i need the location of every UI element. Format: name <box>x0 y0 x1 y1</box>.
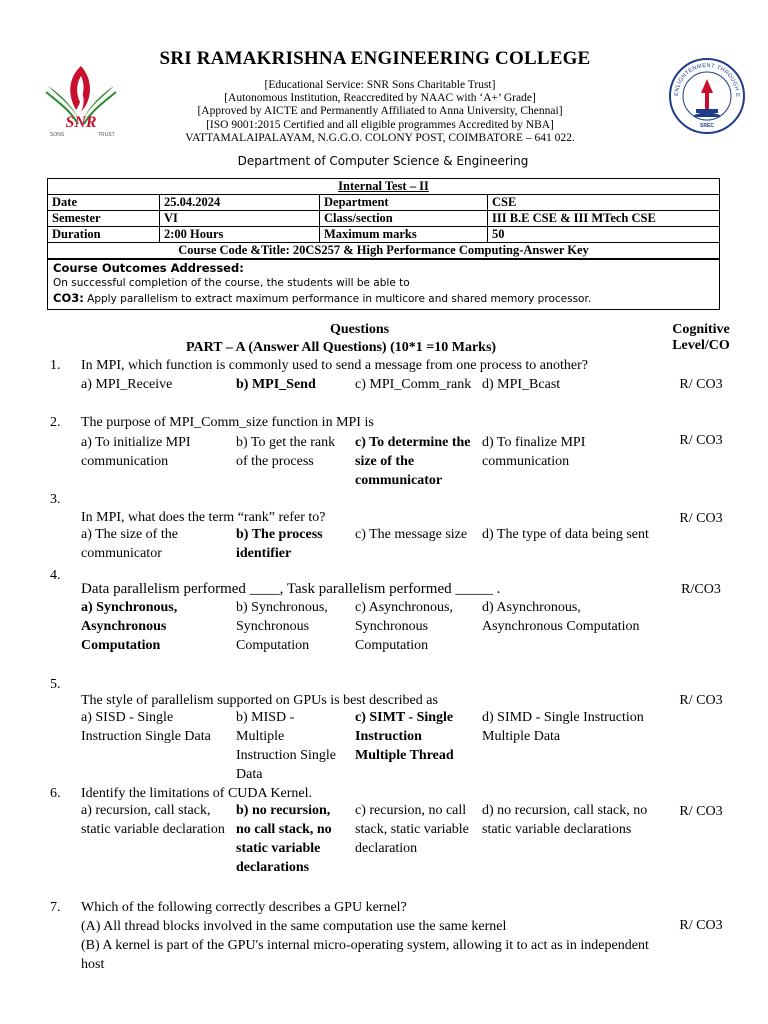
marks-label: Maximum marks <box>320 227 488 243</box>
college-seal <box>666 57 748 135</box>
seal-text: ENLIGHTENMENT THROUGH E <box>673 62 741 98</box>
option-a: a) recursion, call stack, static variable declaration <box>81 803 225 837</box>
cognitive-heading-line2: Level/CO <box>672 338 730 353</box>
question-text: In MPI, which function is commonly used to send a message from one process to another? <box>81 358 589 373</box>
option-d: d) MPI_Bcast <box>482 377 561 392</box>
option-c: c) recursion, no call stack, static variable declaration <box>355 803 469 856</box>
questions-heading: Questions <box>330 322 390 337</box>
exam-title: Internal Test – II <box>338 179 429 193</box>
option-c-correct: c) To determine the size of the communicator <box>355 435 471 488</box>
option-a-correct: a) Synchronous, Asynchronous Computation <box>81 600 178 653</box>
header-line: [ISO 9001:2015 Certified and all eligible programmes Accredited by NBA] <box>206 118 554 131</box>
class-value: III B.E CSE & III MTech CSE <box>488 211 720 227</box>
college-name: SRI RAMAKRISHNA ENGINEERING COLLEGE <box>159 48 591 69</box>
cognitive-heading <box>664 322 738 354</box>
option-b-correct: b) The process identifier <box>236 527 323 561</box>
option-b: b) To get the rank of the process <box>236 435 336 469</box>
date-value: 25.04.2024 <box>160 195 320 211</box>
date-label: Date <box>48 195 160 211</box>
option-b-correct: b) MPI_Send <box>236 377 316 392</box>
cognitive-heading-line1: Cognitive <box>672 322 730 337</box>
cognitive-level: R/ CO3 <box>679 693 723 708</box>
co3-text: Apply parallelism to extract maximum performance in multicore and shared memory processor. <box>83 293 592 305</box>
exam-info-table <box>47 178 720 259</box>
question-text: The style of parallelism supported on GPUs is best described as <box>81 693 438 708</box>
class-label: Class/section <box>320 211 488 227</box>
question-text: The purpose of MPI_Comm_size function in MPI is <box>81 415 374 430</box>
option-d: d) no recursion, call stack, no static variable declarations <box>482 803 648 837</box>
duration-label: Duration <box>48 227 160 243</box>
header-line: [Approved by AICTE and Permanently Affiliated to Anna University, Chennai] <box>197 105 563 118</box>
department-title: Department of Computer Science & Engineering <box>237 154 529 168</box>
question-number: 4. <box>50 568 61 583</box>
marks-value: 50 <box>488 227 720 243</box>
cognitive-level: R/ CO3 <box>679 511 723 526</box>
cognitive-level: R/ CO3 <box>679 918 723 933</box>
question-number: 7. <box>50 900 61 915</box>
department-value: CSE <box>488 195 720 211</box>
logo-text: SNR <box>65 114 97 131</box>
option-a: a) SISD - Single Instruction Single Data <box>81 710 211 744</box>
cognitive-level: R/ CO3 <box>679 804 723 819</box>
question-number: 1. <box>50 358 61 373</box>
question-number: 2. <box>50 415 61 430</box>
option-d: d) To finalize MPI communication <box>482 435 586 469</box>
option-d: d) SIMD - Single Instruction Multiple Data <box>482 710 644 744</box>
department-label: Department <box>320 195 488 211</box>
option-d: d) The type of data being sent <box>482 527 649 542</box>
option-c: c) MPI_Comm_rank <box>355 377 472 392</box>
option-a: a) MPI_Receive <box>81 377 173 392</box>
option-c: c) Asynchronous, Synchronous Computation <box>355 600 453 653</box>
snr-logo <box>40 58 122 138</box>
option-b: (B) A kernel is part of the GPU's internal micro-operating system, allowing it to act as in independent host <box>81 938 649 972</box>
option-b: b) MISD - Multiple Instruction Single Data <box>236 710 336 782</box>
cognitive-level: R/ CO3 <box>679 433 723 448</box>
co3-label: CO3: <box>53 291 84 305</box>
question-text: Identify the limitations of CUDA Kernel. <box>81 786 312 801</box>
question-text: In MPI, what does the term “rank” refer to? <box>81 510 326 525</box>
course-outcomes <box>47 259 720 310</box>
semester-label: Semester <box>48 211 160 227</box>
header-line: [Autonomous Institution, Reaccredited by NAAC with ‘A+’ Grade] <box>224 92 536 105</box>
question-number: 6. <box>50 786 61 801</box>
header-line: VATTAMALAIPALAYAM, N.G.G.O. COLONY POST, COIMBATORE – 641 022. <box>185 131 575 144</box>
option-d: d) Asynchronous, Asynchronous Computation <box>482 600 640 634</box>
option-c-correct: c) SIMT - Single Instruction Multiple Thread <box>355 710 454 763</box>
question-text: Data parallelism performed ____, Task parallelism performed _____ . <box>81 581 501 597</box>
question-number: 5. <box>50 677 61 692</box>
duration-value: 2:00 Hours <box>160 227 320 243</box>
part-a-heading: PART – A (Answer All Questions) (10*1 =10 Marks) <box>186 340 497 355</box>
seal-bottom-text: SREC <box>700 123 714 129</box>
logo-sub-left: SONS <box>50 132 65 138</box>
header-line: [Educational Service: SNR Sons Charitable Trust] <box>264 79 496 91</box>
option-b-correct: b) no recursion, no call stack, no static variable declarations <box>236 803 332 875</box>
cognitive-level: R/CO3 <box>681 582 721 597</box>
question-text: Which of the following correctly describes a GPU kernel? <box>81 900 407 915</box>
outcomes-intro: On successful completion of the course, the students will be able to <box>53 277 410 289</box>
option-a: a) To initialize MPI communication <box>81 435 191 469</box>
option-a: a) The size of the communicator <box>81 527 178 561</box>
outcomes-heading: Course Outcomes Addressed: <box>53 261 244 275</box>
option-b: b) Synchronous, Synchronous Computation <box>236 600 328 653</box>
question-number: 3. <box>50 492 61 507</box>
course-title: Course Code &Title: 20CS257 & High Performance Computing-Answer Key <box>48 243 720 259</box>
option-a: (A) All thread blocks involved in the same computation use the same kernel <box>81 919 507 934</box>
logo-sub-right: TRUST <box>98 132 115 138</box>
semester-value: VI <box>160 211 320 227</box>
co3-line <box>53 291 714 307</box>
college-address <box>150 79 610 145</box>
cognitive-level: R/ CO3 <box>679 377 723 392</box>
option-c: c) The message size <box>355 527 468 542</box>
